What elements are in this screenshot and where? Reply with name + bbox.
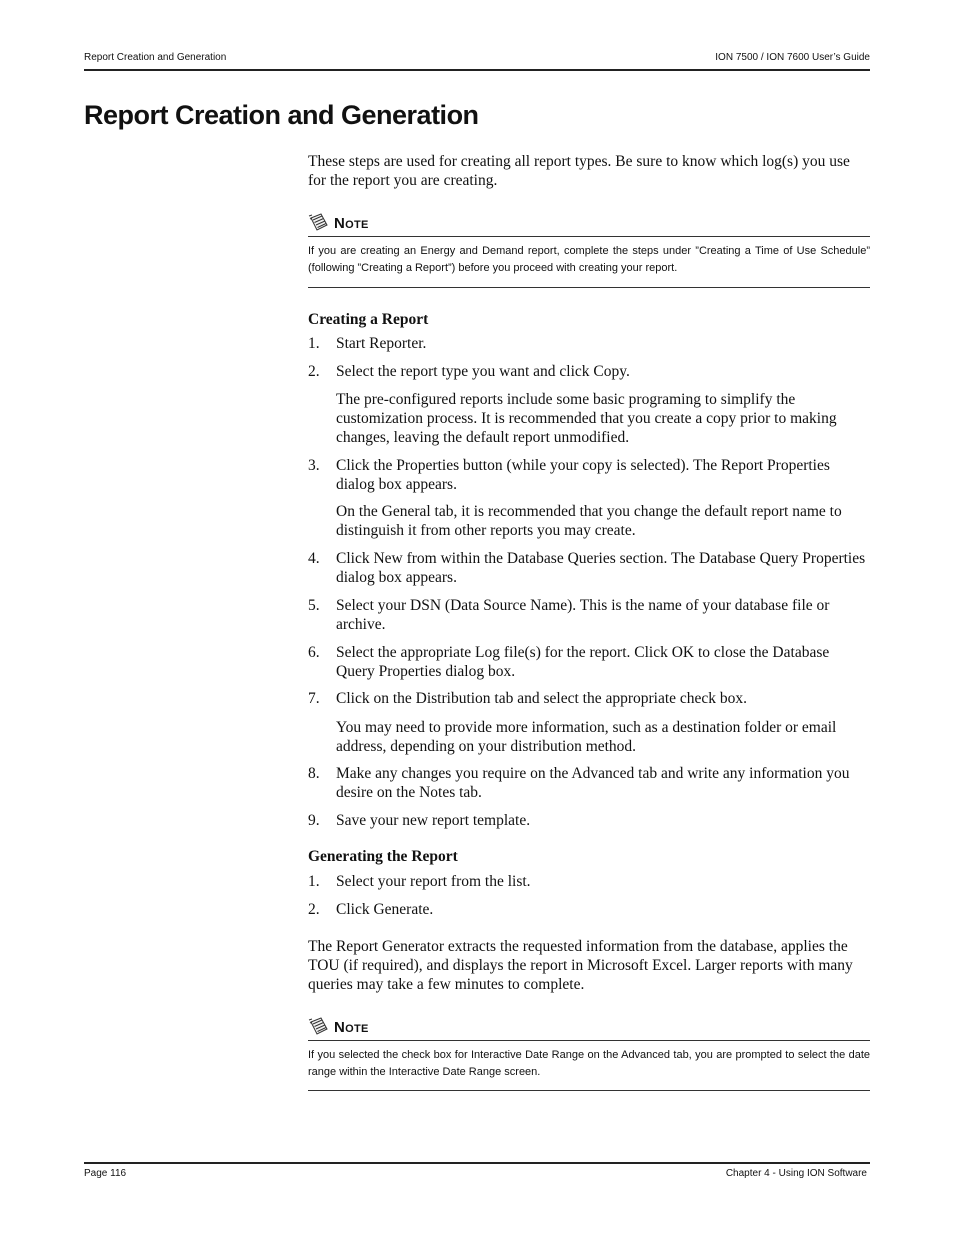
section-heading-creating: Creating a Report — [308, 311, 429, 328]
note-top-rule — [308, 236, 870, 237]
note-pad-icon — [308, 212, 330, 232]
header-section-title: Report Creation and Generation — [84, 52, 227, 63]
note-text: If you selected the check box for Interactive Date Range on the Advanced tab, you are prompted to select the date range within the Interactive Date Range screen. — [308, 1049, 870, 1078]
step-detail: On the General tab, it is recommended that you change the default report name to distinguish it from other reports you may create. — [336, 503, 842, 539]
intro-paragraph: These steps are used for creating all report types. Be sure to know which log(s) you use for the report you are creating. — [308, 153, 850, 189]
note-heading — [308, 212, 870, 236]
note-bottom-rule — [308, 287, 870, 288]
note-pad-icon — [308, 1016, 330, 1036]
note-top-rule — [308, 1040, 870, 1041]
header-rule — [84, 69, 870, 71]
step-detail: You may need to provide more information, such as a destination folder or email address, depending on your distribution method. — [336, 719, 837, 755]
outro-paragraph: The Report Generator extracts the requested information from the database, applies the TOU (if required), and displays the report in Microsoft Excel. Larger reports with many queries may take a few minutes to complete. — [308, 938, 853, 993]
page-title: Report Creation and Generation — [84, 100, 479, 130]
note-bottom-rule — [308, 1090, 870, 1091]
page-footer — [84, 1168, 870, 1182]
note-heading — [308, 1016, 870, 1040]
step-detail: The pre-configured reports include some basic programing to simplify the customization process. It is recommended that you create a copy prior to making changes, leaving the default report unmodified. — [336, 391, 837, 446]
note-text: If you are creating an Energy and Demand report, complete the steps under ”Creating a Time of Use Schedule” (following ”Creating a Report”) before you proceed with creating your report. — [308, 245, 870, 274]
footer-rule — [84, 1162, 870, 1164]
header-guide-title: ION 7500 / ION 7600 User’s Guide — [715, 52, 870, 63]
page-header — [84, 52, 870, 66]
page-number: Page 116 — [84, 1168, 127, 1179]
chapter-title: Chapter 4 - Using ION Software — [725, 1168, 867, 1179]
note-label: Note — [334, 1019, 369, 1036]
note-label: Note — [334, 215, 369, 232]
section-heading-generating: Generating the Report — [308, 848, 458, 865]
